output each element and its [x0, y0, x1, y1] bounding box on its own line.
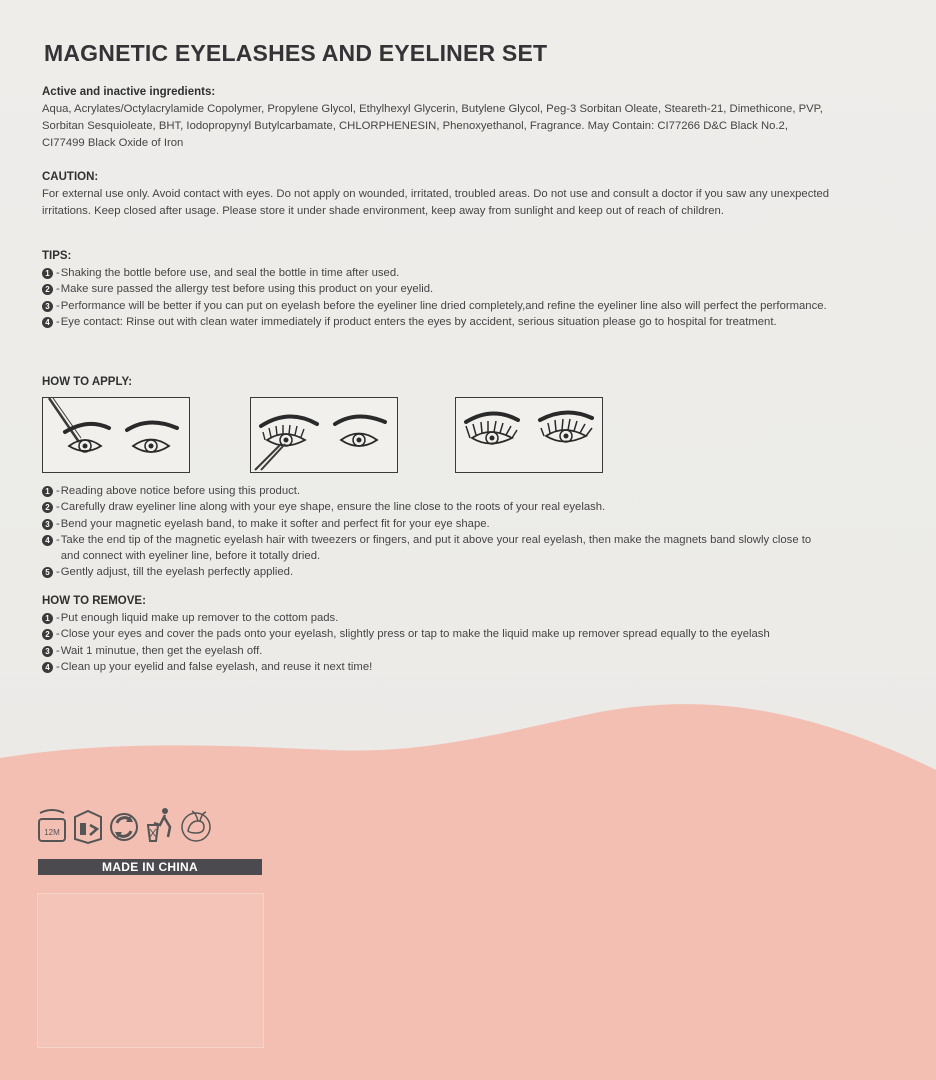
step-illustration-tweezers [250, 397, 398, 473]
number-badge: 2 [42, 284, 53, 295]
tips-heading: TIPS: [42, 250, 72, 262]
list-item-text: Wait 1 minutue, then get the eyelash off. [60, 644, 263, 657]
list-item-text: Close your eyes and cover the pads onto your eyelash, slightly press or tap to make the liquid make up remover spread equally to the eyelash [60, 628, 770, 641]
finished-lashes-icon [456, 398, 602, 472]
list-item-text: Reading above notice before using this product. [60, 485, 301, 497]
caution-section [42, 171, 832, 220]
number-badge: 2 [42, 502, 53, 513]
caution-heading: CAUTION: [42, 171, 99, 183]
recycled-box-icon [72, 805, 104, 845]
blank-label-area [37, 893, 264, 1048]
list-item-text: Performance will be better if you can put on eyelash before the eyeliner line dried completely,and refine the eyeliner line also will perfect the performance. [60, 299, 827, 312]
tips-list [42, 265, 832, 330]
made-in-china-label: MADE IN CHINA [38, 859, 262, 875]
list-item-text: Gently adjust, till the eyelash perfectly applied. [60, 566, 294, 579]
number-badge: 1 [42, 268, 53, 279]
list-item: 2 - Carefully draw eyeliner line along with your eye shape, ensure the line close to the roots of your real eyelash. [42, 499, 832, 515]
list-item: 4 - Take the end tip of the magnetic eyelash hair with tweezers or fingers, and put it above your real eyelash, then make the magnets band slowly close to and connect with eyeliner line, before it totally dried. [42, 532, 832, 565]
product-title: MAGNETIC EYELASHES AND EYELINER SET [44, 40, 548, 66]
caution-text: For external use only. Avoid contact with eyes. Do not apply on wounded, irritated, troubled areas. Do not use and consult a doctor if you saw any unexpected irritations. Keep closed after usage. Please store it under shade environment, keep away from sunlight and keep out of reach of children. [42, 188, 830, 217]
open-jar-12m-icon [36, 805, 68, 845]
how-to-apply-heading: HOW TO APPLY: [42, 376, 133, 388]
list-item: 3 - Bend your magnetic eyelash band, to make it softer and perfect fit for your eye shape. [42, 516, 832, 532]
packaging-symbols [36, 805, 212, 845]
tweezers-lash-icon [251, 398, 397, 472]
list-item-text: Carefully draw eyeliner line along with your eye shape, ensure the line close to the roots of your real eyelash. [60, 501, 606, 514]
list-item: 3 - Performance will be better if you can put on eyelash before the eyeliner line dried completely,and refine the eyeliner line also will perfect the performance. [42, 298, 832, 314]
cruelty-free-rabbit-icon [180, 805, 212, 845]
remove-section [42, 595, 832, 675]
number-badge: 3 [42, 301, 53, 312]
number-badge: 4 [42, 662, 53, 673]
number-badge: 3 [42, 519, 53, 530]
how-to-apply-heading-wrap [42, 376, 832, 391]
apply-section [42, 483, 832, 581]
step-illustration-finished [455, 397, 603, 473]
tips-section [42, 250, 832, 330]
recycle-arrows-icon [108, 805, 140, 845]
number-badge: 2 [42, 629, 53, 640]
number-badge: 3 [42, 646, 53, 657]
eyeliner-drawing-icon [43, 398, 189, 472]
list-item-text: Shaking the bottle before use, and seal the bottle in time after used. [60, 267, 400, 279]
list-item: 1 - Shaking the bottle before use, and seal the bottle in time after used. [42, 265, 832, 281]
remove-heading: HOW TO REMOVE: [42, 595, 146, 607]
list-item-text: Eye contact: Rinse out with clean water immediately if product enters the eyes by accident, serious situation please go to hospital for treatment. [60, 315, 777, 328]
ingredients-section [42, 86, 832, 152]
number-badge: 1 [42, 486, 53, 497]
number-badge: 4 [42, 317, 53, 328]
list-item: 1 - Reading above notice before using this product. [42, 483, 832, 499]
list-item-text: Clean up your eyelid and false eyelash, and reuse it next time! [60, 660, 373, 673]
number-badge: 4 [42, 535, 53, 546]
list-item-text: Take the end tip of the magnetic eyelash hair with tweezers or fingers, and put it above your real eyelash, then make the magnets band slowly close to and connect with eyeliner line, before it totally dried. [60, 533, 812, 563]
list-item: 1 - Put enough liquid make up remover to the cottom pads. [42, 610, 832, 626]
list-item: 4 - Eye contact: Rinse out with clean water immediately if product enters the eyes by accident, serious situation please go to hospital for treatment. [42, 314, 832, 330]
number-badge: 1 [42, 613, 53, 624]
list-item-text: Bend your magnetic eyelash band, to make it softer and perfect fit for your eye shape. [60, 517, 490, 530]
ingredients-text: Aqua, Acrylates/Octylacrylamide Copolymer, Propylene Glycol, Ethylhexyl Glycerin, Butylene Glycol, Peg-3 Sorbitan Oleate, Steareth-21, Dimethicone, PVP, Sorbitan Sesquioleate, BHT, Iodopropynyl Butylcarbamate, CHLORPHENESIN, Phenoxyethanol, Fragrance. May Contain: CI77266 D&C Black No.2, CI77499 Black Oxide of Iron [42, 103, 823, 149]
ingredients-heading: Active and inactive ingredients: [42, 86, 216, 98]
svg-text:12M: 12M [44, 828, 60, 837]
list-item: 5 - Gently adjust, till the eyelash perfectly applied. [42, 564, 832, 580]
list-item-text: Put enough liquid make up remover to the cottom pads. [60, 612, 339, 624]
list-item: 2 - Close your eyes and cover the pads onto your eyelash, slightly press or tap to make the liquid make up remover spread equally to the eyelash [42, 626, 832, 642]
apply-list [42, 483, 832, 581]
list-item: 2 - Make sure passed the allergy test before using this product on your eyelid. [42, 281, 832, 297]
list-item: 4 - Clean up your eyelid and false eyelash, and reuse it next time! [42, 659, 832, 675]
number-badge: 5 [42, 567, 53, 578]
tidyman-bin-icon [144, 805, 176, 845]
step-illustration-eyeliner [42, 397, 190, 473]
remove-list [42, 610, 832, 675]
list-item-text: Make sure passed the allergy test before using this product on your eyelid. [60, 283, 434, 296]
list-item: 3 - Wait 1 minutue, then get the eyelash off. [42, 643, 832, 659]
